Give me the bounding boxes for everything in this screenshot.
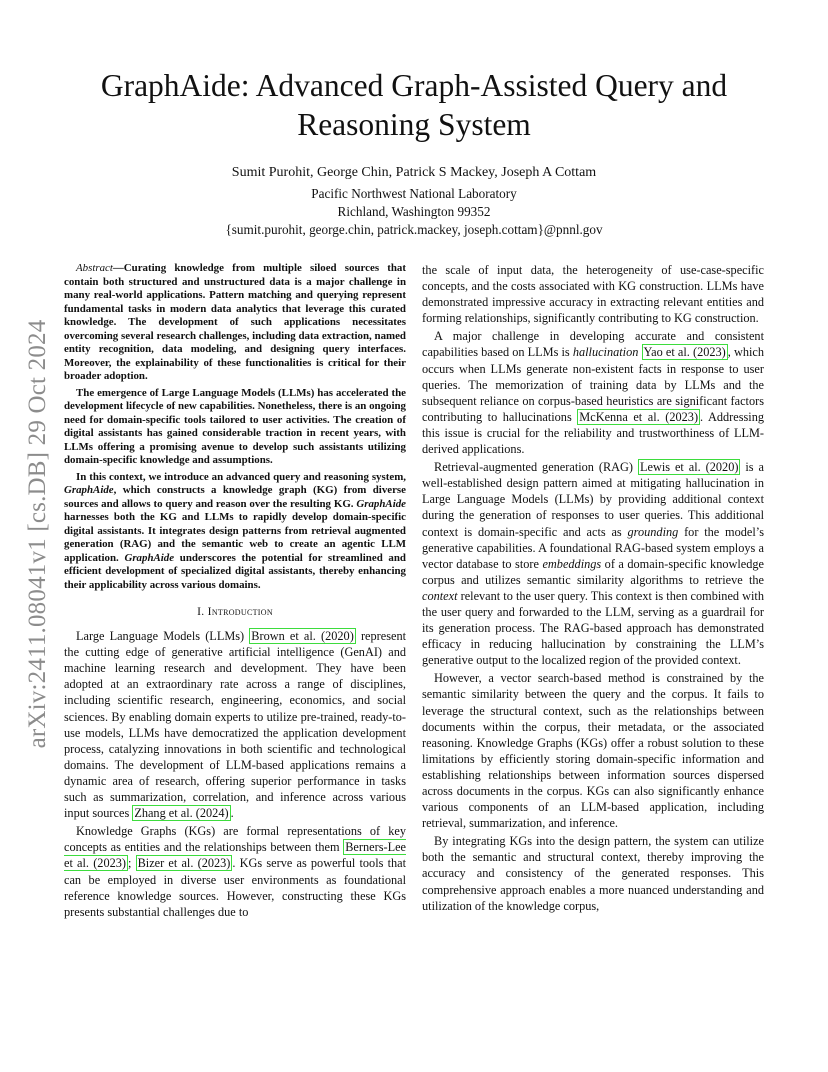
- author-emails: {sumit.purohit, george.chin, patrick.mackey, joseph.cottam}@pnnl.gov: [225, 222, 603, 237]
- right-paragraph-0: the scale of input data, the heterogeneity of use-case-specific concepts, and the costs associated with KG construction. LLMs have demonstrated impressive accuracy in extracting relevant entities and forming relationships, significantly contributing to KG construction.: [422, 263, 764, 326]
- abstract: [64, 262, 406, 592]
- citation-link[interactable]: Yao et al. (2023): [643, 345, 726, 360]
- intro-paragraph-1: Large Language Models (LLMs) Brown et al. (2020) represent the cutting edge of generative artificial intelligence (GenAI) and machine learning research and development. They have been adopted at an extraordinary rate across a range of disciplines, including scientific research, engineering, economics, and social sciences. By enabling domain experts to utilize pre-trained, ready-to-use models, LLMs have democratized the application development process, catalyzing innovations in both scientific and technological domains. The development of LLM-based applications remains a dynamic area of research, offering superior performance in tasks such as summarization, correlation, and inference across various input sources Zhang et al. (2024) .: [64, 629, 407, 821]
- citation-link[interactable]: Brown et al. (2020): [251, 629, 354, 644]
- abstract-paragraph-2: The emergence of Large Language Models (LLMs) has accelerated the development lifecycle of new capabilities. Nonetheless, there is an ongoing need for domain-specific tools tailored to user activities. The creation of digital assistants has gained considerable traction in recent years, with LLMs offering a promising avenue to develop such assistants utilizing domain-specific knowledge and assumptions.: [64, 386, 406, 466]
- abstract-paragraph-1: Abstract—Curating knowledge from multiple siloed sources that contain both structured and unstructured data is a major challenge in many real-world applications. Pattern matching and querying represent fundamental tasks in modern data analytics that leverage this curated knowledge. The development of such applications necessitates overcoming several research challenges, including data extraction, named entity recognition, data modeling, and designing query interfaces. Moreover, the explainability of these functionalities is critical for their broader adoption.: [64, 262, 406, 382]
- left-column: [64, 262, 406, 922]
- arxiv-identifier-stamp: arXiv:2411.08041v1 [cs.DB] 29 Oct 2024: [24, 319, 51, 749]
- right-column-body: [422, 262, 764, 914]
- abstract-lead: Abstract: [76, 262, 113, 274]
- citation-link[interactable]: Lewis et al. (2020): [639, 460, 739, 475]
- citation-link[interactable]: McKenna et al. (2023): [579, 409, 699, 424]
- citation-link[interactable]: Berners-Lee et al. (2023): [64, 840, 406, 871]
- right-paragraph-4: By integrating KGs into the design pattern, the system can utilize both the semantic and structural context, thereby improving the accuracy and consistency of the generated responses. This comprehensive approach enables a more nuanced understanding and utilization of the knowledge corpus,: [422, 834, 764, 913]
- author-names: Sumit Purohit, George Chin, Patrick S Mackey, Joseph A Cottam: [231, 165, 597, 180]
- right-paragraph-2: Retrieval-augmented generation (RAG) Lewis et al. (2020) is a well-established design pattern aimed at mitigating hallucination in Large Language Models (LLMs) by providing additional context during the generation of responses to user queries. This additional context is domain-specific and acts as grounding for the model’s generative capabilities. A foundational RAG-based system employs a vector database to store embeddings of a domain-specific knowledge corpus and utilizes semantic similarity algorithms to retrieve the context relevant to the user query. This context is then combined with the user query and forwarded to the LLM, serving as a guardrail for its generation process. The RAG-based approach has demonstrated efficacy in reducing hallucination by constraining the LLM’s generative output to the localized region of the provided context.: [422, 460, 764, 668]
- right-column: [422, 262, 764, 916]
- title-line-1: GraphAide: Advanced Graph-Assisted Query and: [100, 68, 728, 103]
- paper-title: [64, 66, 764, 144]
- address: Richland, Washington 99352: [337, 204, 491, 219]
- abstract-paragraph-3: In this context, we introduce an advanced query and reasoning system, GraphAide, which constructs a knowledge graph (KG) from diverse sources and allows to query and reason over the resulting KG. GraphAide harnesses both the KG and LLMs to rapidly develop domain-specific digital assistants. It integrates design patterns from retrieval augmented generation (RAG) and the semantic web to create an agentic LLM application. GraphAide underscores the potential for streamlined and efficient development of specialized digital assistants, thereby enhancing their applicability across various domains.: [64, 470, 406, 591]
- citation-link[interactable]: Zhang et al. (2024): [134, 806, 229, 821]
- author-block: [64, 164, 764, 239]
- intro-paragraph-2: Knowledge Graphs (KGs) are formal representations of key concepts as entities and the relationships between them Berners-Lee et al. (2023) ; Bizer et al. (2023) . KGs serve as powerful tools that can be employed in diverse user environments as foundational reference knowledge sources. However, constructing these KGs presents substantial challenges due to: [64, 824, 407, 919]
- right-paragraph-3: However, a vector search-based method is constrained by the semantic similarity between the query and the corpus. It fails to leverage the structural context, such as the relationships between documents within the corpus, their metadata, or the associated reasoning. Knowledge Graphs (KGs) offer a robust solution to these limitations by efficiently storing domain-specific information and establishing relationships between information sources dispersed across documents in the corpus. KGs can also significantly enhance various components of an LLM-based application, including retrieval, summarization, and inference.: [422, 671, 764, 831]
- title-line-2: Reasoning System: [297, 107, 531, 142]
- affiliation: Pacific Northwest National Laboratory: [311, 186, 517, 201]
- right-paragraph-1: A major challenge in developing accurate and consistent capabilities based on LLMs is hallucination Yao et al. (2023) , which occurs when LLMs generate non-existent facts in response to user queries. The memorization of training data by LLMs and the subsequent reliance on corpus-based heuristics are significant factors contributing to hallucinations McKenna et al. (2023) . Addressing this issue is crucial for the reliability and trustworthiness of LLM-derived applications.: [422, 329, 765, 457]
- introduction-body: [64, 628, 406, 920]
- section-heading-introduction: I. Introduction: [197, 605, 273, 618]
- citation-link[interactable]: Bizer et al. (2023): [137, 856, 231, 871]
